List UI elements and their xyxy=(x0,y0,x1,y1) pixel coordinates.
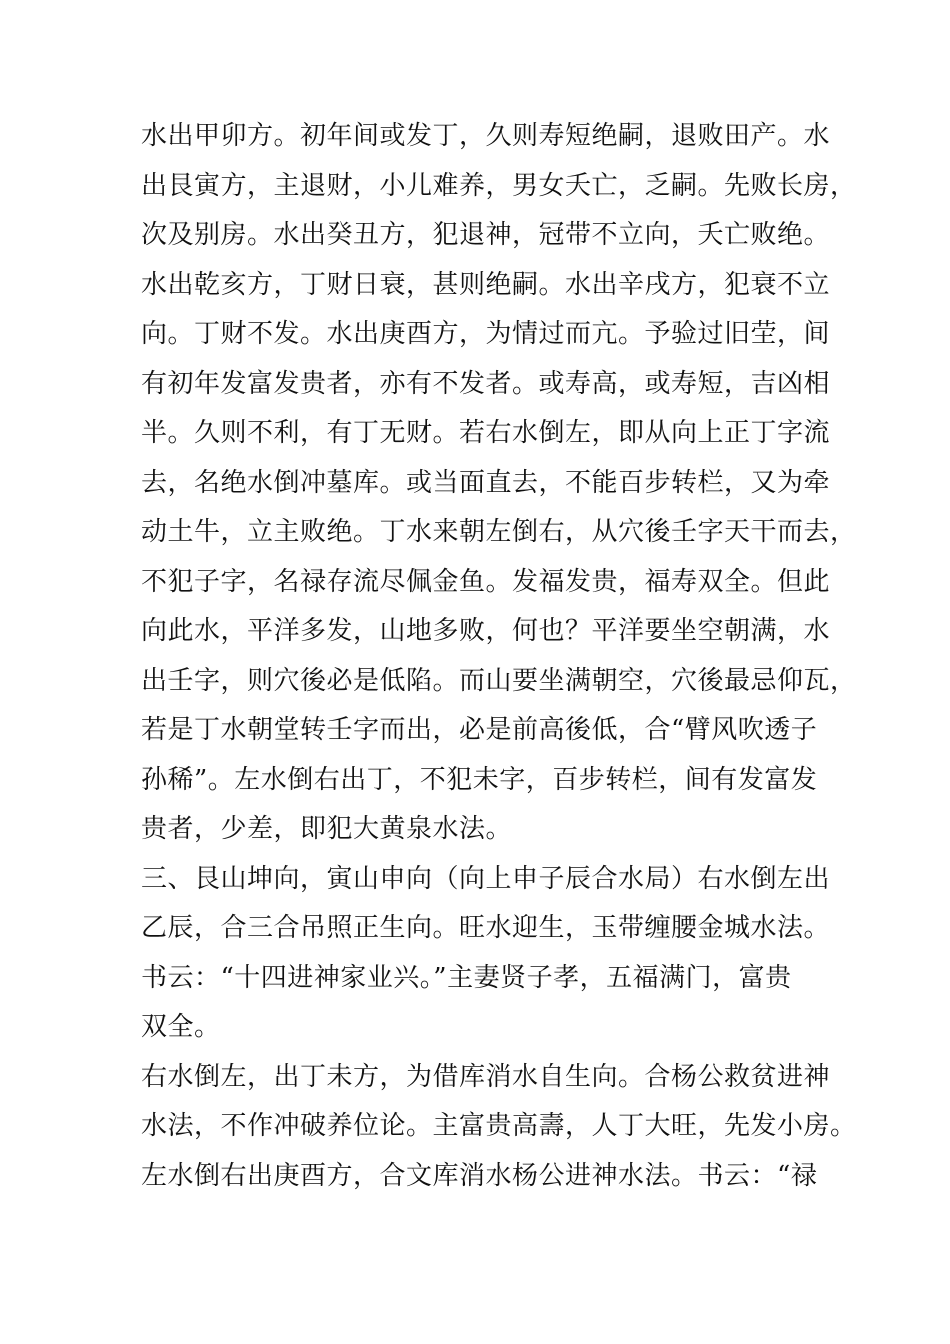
body-text xyxy=(141,112,857,1201)
text-line: 向。丁财不发。水出庚酉方，为情过而亢。予验过旧茔，间 xyxy=(141,319,831,349)
text-line: 半。久则不利，有丁无财。若右水倒左，即从向上正丁字流 xyxy=(141,418,831,448)
text-line: 贵者，少差，即犯大黄泉水法。 xyxy=(141,814,513,844)
text-line: 不犯子字，名禄存流尽佩金鱼。发福发贵，福寿双全。但此 xyxy=(141,566,831,597)
text-line: 右水倒左，出丁未方，为借库消水自生向。合杨公救贫进神 xyxy=(141,1061,831,1092)
text-line: 向此水，平洋多发，山地多败，何也？平洋要坐空朝满，水 xyxy=(141,616,831,646)
text-line: 左水倒右出庚酉方，合文库消水杨公进神水法。书云：“禄 xyxy=(141,1160,818,1191)
text-line: 出艮寅方，主退财，小儿难养，男女夭亡，乏嗣。先败长房， xyxy=(141,170,857,201)
text-line: 水出甲卯方。初年间或发丁，久则寿短绝嗣，退败田产。水 xyxy=(141,121,831,151)
text-line: 水法，不作冲破养位论。主富贵高壽，人丁大旺，先发小房。 xyxy=(141,1111,857,1141)
text-line: 出壬字，则穴後必是低陷。而山要坐满朝空，穴後最忌仰瓦， xyxy=(141,665,857,696)
text-line: 动土牛，立主败绝。丁水来朝左倒右，从穴後壬字天干而去， xyxy=(141,517,857,547)
text-line: 次及别房。水出癸丑方，犯退神，冠带不立向，夭亡败绝。 xyxy=(141,220,831,250)
text-line: 有初年发富发贵者，亦有不发者。或寿高，或寿短，吉凶相 xyxy=(141,368,831,399)
section-heading-line: 三、艮山坤向，寅山申向（向上申子辰合水局）右水倒左出 xyxy=(141,863,831,894)
text-line: 若是丁水朝堂转壬字而出，必是前高後低，合“臂风吹透子 xyxy=(141,715,818,745)
text-line: 双全。 xyxy=(141,1012,221,1042)
text-line: 乙辰，合三合吊照正生向。旺水迎生，玉带缠腰金城水法。 xyxy=(141,913,831,943)
text-line: 孙稀”。左水倒右出丁，不犯未字，百步转栏，间有发富发 xyxy=(141,764,818,795)
text-line: 去，名绝水倒冲墓库。或当面直去，不能百步转栏，又为牵 xyxy=(141,467,831,498)
text-line: 书云：“十四进神家业兴。”主妻贤子孝，五福满门，富贵 xyxy=(141,962,792,993)
text-line: 水出乾亥方，丁财日衰，甚则绝嗣。水出辛戌方，犯衰不立 xyxy=(141,269,831,300)
